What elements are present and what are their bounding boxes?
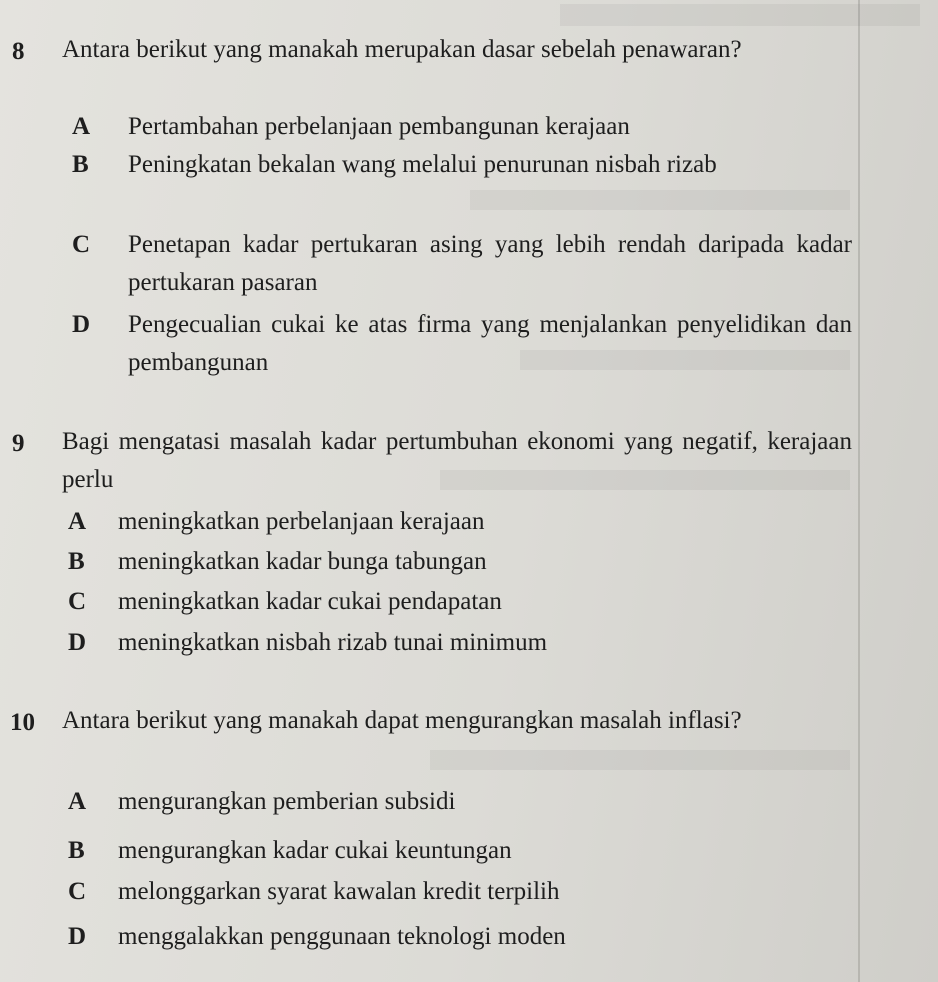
option-text: mengurangkan kadar cukai keuntungan — [118, 837, 512, 864]
option-letter: D — [68, 923, 87, 950]
page-fold-line — [858, 0, 860, 982]
option-text: Penetapan kadar pertukaran asing yang lebih rendah daripada kadar pertukaran pasaran — [128, 231, 852, 296]
option-letter: A — [68, 508, 87, 535]
option-letter: C — [68, 878, 87, 905]
option-text: meningkatkan kadar bunga tabungan — [118, 548, 487, 575]
option-text: melonggarkan syarat kawalan kredit terpilih — [118, 878, 560, 905]
option-a[interactable] — [68, 503, 848, 541]
option-text: meningkatkan kadar cukai pendapatan — [118, 588, 502, 615]
option-letter: C — [68, 588, 87, 615]
option-a[interactable] — [72, 108, 852, 146]
option-text: menggalakkan penggunaan teknologi moden — [118, 923, 566, 950]
option-text: Pengecualian cukai ke atas firma yang menjalankan penyelidikan dan pembangunan — [128, 311, 852, 376]
option-c[interactable] — [72, 226, 852, 302]
option-a[interactable] — [68, 783, 848, 821]
option-letter: D — [72, 311, 91, 338]
question-stem: Bagi mengatasi masalah kadar pertumbuhan ekonomi yang negatif, kerajaan perlu — [62, 428, 852, 493]
option-d[interactable] — [68, 624, 848, 662]
option-d[interactable] — [68, 918, 848, 956]
option-letter: A — [68, 788, 87, 815]
option-b[interactable] — [72, 146, 852, 184]
question-number: 9 — [12, 430, 25, 457]
option-text: Peningkatan bekalan wang melalui penurunan nisbah rizab — [128, 151, 717, 178]
option-c[interactable] — [68, 873, 848, 911]
option-text: meningkatkan nisbah rizab tunai minimum — [118, 629, 548, 656]
question-number: 10 — [10, 709, 35, 736]
option-text: Pertambahan perbelanjaan pembangunan kerajaan — [128, 113, 630, 140]
bleed-through-shadow — [470, 190, 850, 210]
option-letter: D — [68, 629, 87, 656]
option-c[interactable] — [68, 583, 848, 621]
option-b[interactable] — [68, 832, 848, 870]
option-d[interactable] — [72, 306, 852, 382]
option-letter: B — [72, 151, 89, 178]
option-b[interactable] — [68, 543, 848, 581]
option-text: meningkatkan perbelanjaan kerajaan — [118, 508, 485, 535]
bleed-through-shadow — [560, 4, 920, 26]
option-letter: B — [68, 837, 85, 864]
question-number: 8 — [12, 38, 25, 65]
question-stem: Antara berikut yang manakah merupakan dasar sebelah penawaran? — [62, 36, 742, 63]
option-letter: B — [68, 548, 85, 575]
question-stem: Antara berikut yang manakah dapat mengurangkan masalah inflasi? — [62, 707, 742, 734]
option-letter: A — [72, 113, 91, 140]
option-letter: C — [72, 231, 91, 258]
option-text: mengurangkan pemberian subsidi — [118, 788, 456, 815]
bleed-through-shadow — [430, 750, 850, 770]
